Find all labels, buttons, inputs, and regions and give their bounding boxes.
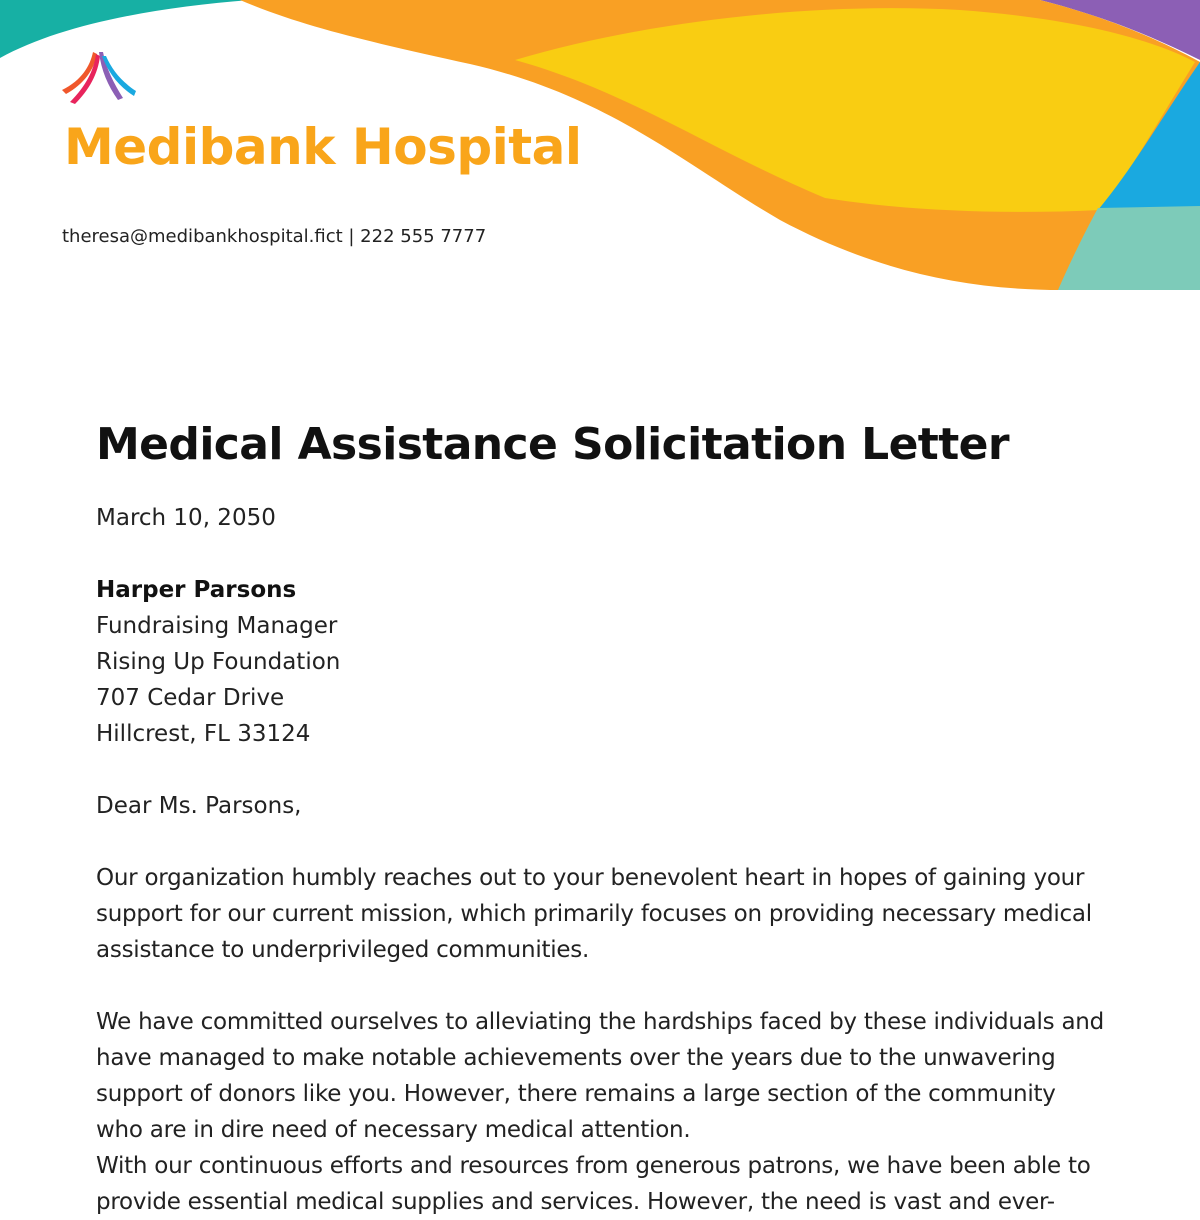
organization-name: Medibank Hospital [64,118,582,176]
recipient-address-line-2: Hillcrest, FL 33124 [96,721,311,747]
contact-info: theresa@medibankhospital.fict | 222 555 7777 [62,226,487,247]
recipient-title: Fundraising Manager [96,613,338,639]
letter-body [96,416,1106,1220]
recipient-organization: Rising Up Foundation [96,649,341,675]
recipient-name: Harper Parsons [96,577,297,603]
spacer [96,752,1106,788]
spacer [96,824,1106,860]
spacer [96,536,1106,572]
body-paragraph-3: With our continuous efforts and resources from generous patrons, we have been able to provide essential medical supplies and services. However, the need is vast and ever- [96,1153,1091,1215]
body-paragraph-1: Our organization humbly reaches out to your benevolent heart in hopes of gaining your support for our current mission, which primarily focuses on providing necessary medical assistance to underprivileged communities. [96,865,1092,963]
hospital-logo-icon [60,50,138,106]
salutation: Dear Ms. Parsons, [96,793,302,819]
recipient-block [96,572,1106,752]
letter-date: March 10, 2050 [96,505,276,531]
body-paragraph-2: We have committed ourselves to alleviating the hardships faced by these individuals and have managed to make notable achievements over the years due to the unwavering support of donors like you. However, there remains a large section of the community who are in dire need of necessary medical attention. [96,1009,1104,1143]
letter-title: Medical Assistance Solicitation Letter [96,419,1010,470]
recipient-address-line-1: 707 Cedar Drive [96,685,285,711]
